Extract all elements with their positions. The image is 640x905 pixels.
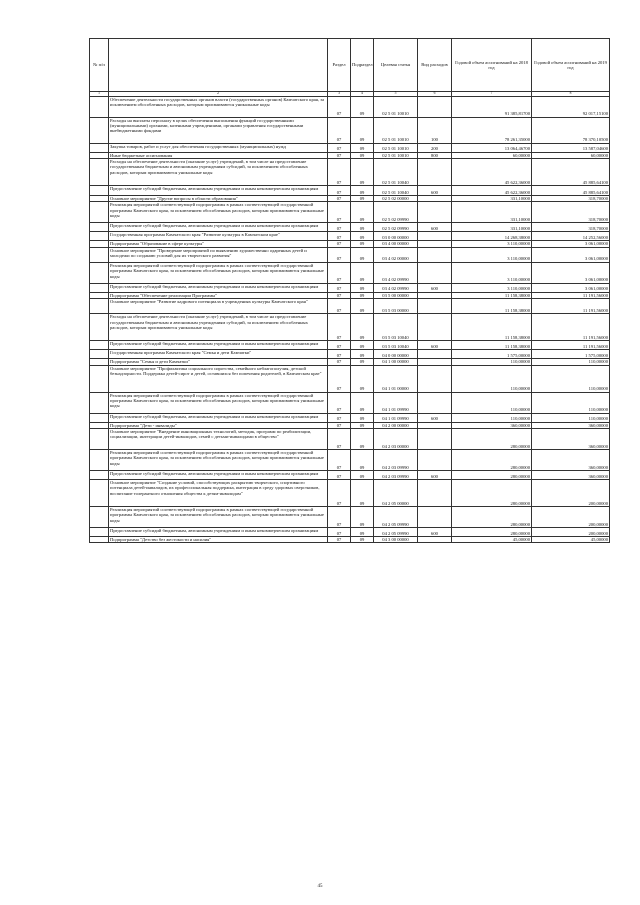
col-number: 5 (374, 92, 418, 97)
row-razdel: 07 (328, 232, 351, 241)
row-vr (418, 262, 452, 283)
row-razdel: 07 (328, 365, 351, 392)
row-podrazdel: 09 (351, 159, 374, 186)
row-value-2018: 3 110,00000 (452, 283, 532, 292)
row-value-2019: 92 017,15100 (532, 96, 610, 117)
row-razdel: 07 (328, 299, 351, 314)
row-value-2018: 360,00000 (452, 422, 532, 428)
row-razdel: 07 (328, 392, 351, 413)
row-csr: 02 5 01 10010 (374, 117, 418, 143)
row-csr: 04 2 00 00000 (374, 422, 418, 428)
col-number: 4 (351, 92, 374, 97)
row-razdel: 07 (328, 429, 351, 450)
row-value-2018: 78 261,35000 (452, 117, 532, 143)
col-number: 3 (328, 92, 351, 97)
row-value-2018: 45 622,36000 (452, 159, 532, 186)
row-num (90, 528, 109, 537)
row-razdel: 07 (328, 186, 351, 196)
row-name: Предоставление субсидий бюджетным, автономным учреждениям и иным некоммерческим организациям (109, 471, 328, 480)
row-name: Основное мероприятие "Проведение мероприятий по выявлению художественно одаренных детей и молодежи по созданию условий для их творческого развития" (109, 247, 328, 262)
row-csr: 04 0 00 00000 (374, 350, 418, 359)
row-num (90, 365, 109, 392)
row-podrazdel: 09 (351, 480, 374, 507)
table-row (90, 299, 610, 314)
row-name: Реализация мероприятий соответствующей подпрограммы в рамках соответствующей государственной программы Камчатского края, за исключением обособленных расходов, которым присваиваются уникальные коды (109, 450, 328, 471)
col-number: 8 (532, 92, 610, 97)
row-num (90, 247, 109, 262)
row-value-2018: 14 268,38000 (452, 232, 532, 241)
row-csr: 04 2 05 09990 (374, 528, 418, 537)
row-num (90, 202, 109, 223)
row-num (90, 341, 109, 350)
row-value-2019: 3 061,00000 (532, 247, 610, 262)
header-2019: Годовой объем ассигнований на 2019 год (532, 39, 610, 92)
row-value-2019: 14 252,56000 (532, 232, 610, 241)
row-vr (418, 232, 452, 241)
row-razdel: 07 (328, 241, 351, 247)
row-csr: 04 3 00 00000 (374, 537, 418, 543)
row-value-2018: 110,00000 (452, 413, 532, 422)
row-vr: 600 (418, 471, 452, 480)
col-number: 6 (418, 92, 452, 97)
row-razdel: 07 (328, 341, 351, 350)
row-podrazdel: 09 (351, 262, 374, 283)
row-value-2018: 331,10000 (452, 202, 532, 223)
row-podrazdel: 09 (351, 143, 374, 152)
row-razdel: 07 (328, 480, 351, 507)
row-podrazdel: 09 (351, 232, 374, 241)
row-value-2019: 200,00000 (532, 528, 610, 537)
row-num (90, 299, 109, 314)
row-podrazdel: 09 (351, 341, 374, 350)
row-razdel: 07 (328, 196, 351, 202)
row-name: Государственная программа Камчатского края "Развитие культуры в Камчатском крае" (109, 232, 328, 241)
row-csr: 03 5 03 00000 (374, 299, 418, 314)
row-csr: 03 4 00 00000 (374, 241, 418, 247)
row-podrazdel: 09 (351, 507, 374, 528)
table-row (90, 471, 610, 480)
row-value-2019: 200,00000 (532, 507, 610, 528)
row-num (90, 314, 109, 341)
row-vr (418, 202, 452, 223)
row-name: Основное мероприятие "Внедрение инновационных технологий, методик, программ по реабилитации, социализации, интеграции детей-инвалидов, семей с детьми-инвалидами в общество" (109, 429, 328, 450)
row-value-2019: 110,00000 (532, 359, 610, 365)
row-num (90, 262, 109, 283)
budget-table (89, 38, 610, 543)
row-value-2018: 280,00000 (452, 450, 532, 471)
row-vr: 600 (418, 413, 452, 422)
header-num: № п/п (90, 39, 109, 92)
table-row (90, 283, 610, 292)
row-value-2019: 318,70000 (532, 202, 610, 223)
row-name: Предоставление субсидий бюджетным, автономным учреждениям и иным некоммерческим организациям (109, 413, 328, 422)
row-podrazdel: 09 (351, 186, 374, 196)
row-num (90, 283, 109, 292)
row-name: Предоставление субсидий бюджетным, автономным учреждениям и иным некоммерческим организациям (109, 528, 328, 537)
row-value-2018: 60,00000 (452, 152, 532, 158)
row-podrazdel: 09 (351, 96, 374, 117)
row-value-2019: 1 575,00000 (532, 350, 610, 359)
row-csr: 04 1 00 00000 (374, 359, 418, 365)
row-podrazdel: 09 (351, 537, 374, 543)
row-csr: 02 5 02 09990 (374, 202, 418, 223)
row-vr (418, 350, 452, 359)
row-value-2018: 11 158,38000 (452, 299, 532, 314)
row-vr: 600 (418, 223, 452, 232)
row-csr: 04 2 03 00000 (374, 429, 418, 450)
row-value-2019: 3 061,00000 (532, 262, 610, 283)
row-podrazdel: 09 (351, 117, 374, 143)
row-razdel: 07 (328, 350, 351, 359)
row-name: Предоставление субсидий бюджетным, автономным учреждениям и иным некоммерческим организациям (109, 283, 328, 292)
row-csr: 02 5 01 10010 (374, 96, 418, 117)
header-csr: Целевая статья (374, 39, 418, 92)
row-value-2018: 11 158,38000 (452, 341, 532, 350)
table-row (90, 429, 610, 450)
row-vr (418, 314, 452, 341)
row-name: Предоставление субсидий бюджетным, автономным учреждениям и иным некоммерческим организациям (109, 186, 328, 196)
row-value-2018: 110,00000 (452, 365, 532, 392)
row-value-2018: 331,10000 (452, 223, 532, 232)
row-value-2019: 11 191,56000 (532, 341, 610, 350)
row-razdel: 07 (328, 202, 351, 223)
row-value-2019: 60,00000 (532, 152, 610, 158)
row-name: Основное мероприятие "Развитие кадрового потенциала в учреждениях культуры Камчатского края" (109, 299, 328, 314)
row-podrazdel: 09 (351, 202, 374, 223)
row-razdel: 07 (328, 471, 351, 480)
row-name: Основное мероприятие "Другие вопросы в области образования" (109, 196, 328, 202)
row-csr: 04 1 01 09990 (374, 392, 418, 413)
row-value-2018: 3 110,00000 (452, 247, 532, 262)
table-row (90, 413, 610, 422)
table-row (90, 507, 610, 528)
row-value-2019: 3 061,00000 (532, 241, 610, 247)
row-name: Основное мероприятие "Профилактика социального сиротства, семейного неблагополучия, детской безнадзорности. Поддержка детей-сирот и детей, оставшихся без попечения родителей, в Камчатском крае" (109, 365, 328, 392)
table-row (90, 450, 610, 471)
row-razdel: 07 (328, 96, 351, 117)
row-value-2018: 1 575,00000 (452, 350, 532, 359)
row-value-2018: 3 110,00000 (452, 241, 532, 247)
page-number: 45 (317, 884, 323, 889)
row-podrazdel: 09 (351, 359, 374, 365)
row-csr: 03 5 00 00000 (374, 292, 418, 298)
row-razdel: 07 (328, 528, 351, 537)
row-csr: 04 2 05 00000 (374, 480, 418, 507)
row-vr: 100 (418, 117, 452, 143)
table-row (90, 392, 610, 413)
row-podrazdel: 09 (351, 422, 374, 428)
row-podrazdel: 09 (351, 299, 374, 314)
row-podrazdel: 09 (351, 196, 374, 202)
col-number: 2 (109, 92, 328, 97)
row-vr (418, 450, 452, 471)
row-name: Реализация мероприятий соответствующей подпрограммы в рамках соответствующей государственной программы Камчатского края, за исключением обособленных расходов, которым присваиваются уникальные коды (109, 507, 328, 528)
row-csr: 02 5 01 10040 (374, 186, 418, 196)
row-name: Подпрограмма "Дети - инвалиды" (109, 422, 328, 428)
row-podrazdel: 09 (351, 350, 374, 359)
row-value-2018: 13 064,46700 (452, 143, 532, 152)
row-name: Подпрограмма "Образование в сфере культуры" (109, 241, 328, 247)
row-vr: 600 (418, 283, 452, 292)
row-value-2018: 11 158,38000 (452, 292, 532, 298)
row-value-2019: 45 885,64100 (532, 159, 610, 186)
row-value-2018: 45,00000 (452, 537, 532, 543)
row-csr: 04 2 05 09990 (374, 507, 418, 528)
row-name: Реализация мероприятий соответствующей подпрограммы в рамках соответствующей государственной программы Камчатского края, за исключением обособленных расходов, которым присваиваются уникальные коды (109, 392, 328, 413)
row-value-2019: 3 061,00000 (532, 283, 610, 292)
row-podrazdel: 09 (351, 429, 374, 450)
row-razdel: 07 (328, 223, 351, 232)
row-podrazdel: 09 (351, 528, 374, 537)
row-value-2018: 91 385,81700 (452, 96, 532, 117)
row-razdel: 07 (328, 152, 351, 158)
header-2018: Годовой объем ассигнований на 2018 год (452, 39, 532, 92)
row-value-2019: 360,00000 (532, 450, 610, 471)
row-name: Подпрограмма "Детство без жестокости и насилия" (109, 537, 328, 543)
row-vr (418, 429, 452, 450)
row-podrazdel: 09 (351, 450, 374, 471)
row-value-2019: 360,00000 (532, 471, 610, 480)
row-value-2018: 110,00000 (452, 359, 532, 365)
row-razdel: 07 (328, 359, 351, 365)
row-value-2019: 13 587,04600 (532, 143, 610, 152)
row-razdel: 07 (328, 537, 351, 543)
row-num (90, 143, 109, 152)
table-row (90, 528, 610, 537)
row-value-2019: 45 885,64100 (532, 186, 610, 196)
table-row (90, 314, 610, 341)
row-vr (418, 247, 452, 262)
table-row (90, 202, 610, 223)
row-razdel: 07 (328, 413, 351, 422)
row-value-2019: 110,00000 (532, 365, 610, 392)
row-csr: 03 5 03 10040 (374, 341, 418, 350)
header-razdel: Раздел (328, 39, 351, 92)
row-razdel: 07 (328, 292, 351, 298)
row-num (90, 537, 109, 543)
row-podrazdel: 09 (351, 223, 374, 232)
row-razdel: 07 (328, 314, 351, 341)
row-csr: 04 2 03 09990 (374, 450, 418, 471)
row-csr: 04 1 01 09990 (374, 413, 418, 422)
row-csr: 02 5 02 00000 (374, 196, 418, 202)
table-row (90, 262, 610, 283)
row-value-2018: 280,00000 (452, 528, 532, 537)
row-vr (418, 159, 452, 186)
table-row (90, 159, 610, 186)
row-value-2019: 11 191,56000 (532, 299, 610, 314)
row-razdel: 07 (328, 450, 351, 471)
row-num (90, 117, 109, 143)
row-num (90, 350, 109, 359)
table-row (90, 186, 610, 196)
row-value-2018: 45 622,36000 (452, 186, 532, 196)
row-vr: 600 (418, 341, 452, 350)
row-name: Закупка товаров, работ и услуг для обеспечения государственных (муниципальных) нужд (109, 143, 328, 152)
row-vr: 200 (418, 143, 452, 152)
row-value-2019: 360,00000 (532, 422, 610, 428)
row-num (90, 413, 109, 422)
row-num (90, 450, 109, 471)
row-podrazdel: 09 (351, 413, 374, 422)
row-vr: 600 (418, 528, 452, 537)
row-razdel: 07 (328, 143, 351, 152)
header-podrazdel: Подраздел (351, 39, 374, 92)
row-csr: 02 5 01 10010 (374, 143, 418, 152)
row-vr (418, 537, 452, 543)
row-name: Государственная программа Камчатского края "Семья и дети Камчатки" (109, 350, 328, 359)
row-value-2018: 280,00000 (452, 507, 532, 528)
row-razdel: 07 (328, 283, 351, 292)
header-name (109, 39, 328, 92)
row-value-2019: 110,00000 (532, 413, 610, 422)
row-name: Иные бюджетные ассигнования (109, 152, 328, 158)
row-csr: 03 0 00 00000 (374, 232, 418, 241)
table-row (90, 223, 610, 232)
row-podrazdel: 09 (351, 365, 374, 392)
row-num (90, 480, 109, 507)
table-body (90, 96, 610, 543)
row-value-2018: 280,00000 (452, 480, 532, 507)
row-razdel: 07 (328, 262, 351, 283)
row-name: Основное мероприятие "Создание условий, способствующих раскрытию творческого, спортивного потенциала детей-инвалидов, их профессиональная поддержка, интеграция в среду здоровых сверстников, воспитание толерантного отношения общества к детям-инвалидам" (109, 480, 328, 507)
row-value-2018: 11 158,38000 (452, 314, 532, 341)
row-vr (418, 392, 452, 413)
row-value-2019: 110,00000 (532, 392, 610, 413)
row-podrazdel: 09 (351, 247, 374, 262)
row-vr (418, 507, 452, 528)
row-value-2019: 200,00000 (532, 480, 610, 507)
row-podrazdel: 09 (351, 292, 374, 298)
row-name: Расходы на обеспечение деятельности (оказание услуг) учреждений, в том числе на предоставление государственным бюджетным и автономным учреждениям субсидий, за исключением обособленных расходов, которым присваиваются уникальные коды (109, 159, 328, 186)
row-csr: 04 2 03 09990 (374, 471, 418, 480)
row-value-2018: 110,00000 (452, 392, 532, 413)
row-razdel: 07 (328, 422, 351, 428)
row-value-2019: 78 370,10500 (532, 117, 610, 143)
row-num (90, 223, 109, 232)
row-value-2019: 11 191,56000 (532, 292, 610, 298)
table-row (90, 232, 610, 241)
col-number: 1 (90, 92, 109, 97)
row-csr: 03 5 03 10040 (374, 314, 418, 341)
row-vr (418, 365, 452, 392)
row-name: Реализация мероприятий соответствующей подпрограммы в рамках соответствующей государственной программы Камчатского края, за исключением обособленных расходов, которым присваиваются уникальные коды (109, 202, 328, 223)
row-value-2019: 11 191,56000 (532, 314, 610, 341)
row-podrazdel: 09 (351, 283, 374, 292)
row-csr: 02 5 01 10010 (374, 152, 418, 158)
row-num (90, 186, 109, 196)
row-csr: 03 4 02 09990 (374, 262, 418, 283)
table-row (90, 537, 610, 543)
row-value-2019: 360,00000 (532, 429, 610, 450)
row-value-2019: 318,70000 (532, 196, 610, 202)
row-vr (418, 480, 452, 507)
table-row (90, 480, 610, 507)
row-vr: 800 (418, 152, 452, 158)
row-csr: 04 1 01 00000 (374, 365, 418, 392)
table-row (90, 350, 610, 359)
table-row (90, 96, 610, 117)
row-vr (418, 299, 452, 314)
row-razdel: 07 (328, 247, 351, 262)
header-vr: Вид расходов (418, 39, 452, 92)
row-value-2018: 331,10000 (452, 196, 532, 202)
row-razdel: 07 (328, 507, 351, 528)
row-value-2018: 280,00000 (452, 429, 532, 450)
row-num (90, 471, 109, 480)
row-name: Предоставление субсидий бюджетным, автономным учреждениям и иным некоммерческим организациям (109, 341, 328, 350)
row-podrazdel: 09 (351, 314, 374, 341)
row-podrazdel: 09 (351, 152, 374, 158)
table-row (90, 117, 610, 143)
row-podrazdel: 09 (351, 471, 374, 480)
row-name: Расходы на выплаты персоналу в целях обеспечения выполнения функций государственными (муниципальными) органами, казенными учреждениями, органами управления государственными внебюджетными фондами (109, 117, 328, 143)
col-number: 7 (452, 92, 532, 97)
row-vr: 600 (418, 186, 452, 196)
row-vr (418, 96, 452, 117)
row-csr: 02 5 01 10040 (374, 159, 418, 186)
row-csr: 03 4 02 09990 (374, 283, 418, 292)
table-row (90, 143, 610, 152)
row-name: Обеспечение деятельности государственных органов власти (государственных органов) Камчатского края, за исключением обособленных расходов, которым присваиваются уникальные коды (109, 96, 328, 117)
row-csr: 03 4 02 00000 (374, 247, 418, 262)
row-name: Подпрограмма "Обеспечение реализации Программы" (109, 292, 328, 298)
row-podrazdel: 09 (351, 241, 374, 247)
row-csr: 02 5 02 09990 (374, 223, 418, 232)
row-num (90, 507, 109, 528)
row-name: Расходы на обеспечение деятельности (оказание услуг) учреждений, в том числе на предоставление государственным бюджетным и автономным учреждениям субсидий, за исключением обособленных расходов, которым присваиваются уникальные коды (109, 314, 328, 341)
row-name: Предоставление субсидий бюджетным, автономным учреждениям и иным некоммерческим организациям (109, 223, 328, 232)
row-razdel: 07 (328, 159, 351, 186)
table-row (90, 247, 610, 262)
row-razdel: 07 (328, 117, 351, 143)
row-num (90, 392, 109, 413)
row-value-2018: 3 110,00000 (452, 262, 532, 283)
row-name: Подпрограмма "Семья и дети Камчатки" (109, 359, 328, 365)
row-value-2019: 45,00000 (532, 537, 610, 543)
row-value-2018: 280,00000 (452, 471, 532, 480)
row-num (90, 159, 109, 186)
row-num (90, 232, 109, 241)
table-row (90, 365, 610, 392)
table-row (90, 341, 610, 350)
row-podrazdel: 09 (351, 392, 374, 413)
row-name: Реализация мероприятий соответствующей подпрограммы в рамках соответствующей государственной программы Камчатского края, за исключением обособленных расходов, которым присваиваются уникальные коды (109, 262, 328, 283)
row-value-2019: 318,70000 (532, 223, 610, 232)
row-num (90, 96, 109, 117)
row-num (90, 429, 109, 450)
table-header-row (90, 39, 610, 92)
